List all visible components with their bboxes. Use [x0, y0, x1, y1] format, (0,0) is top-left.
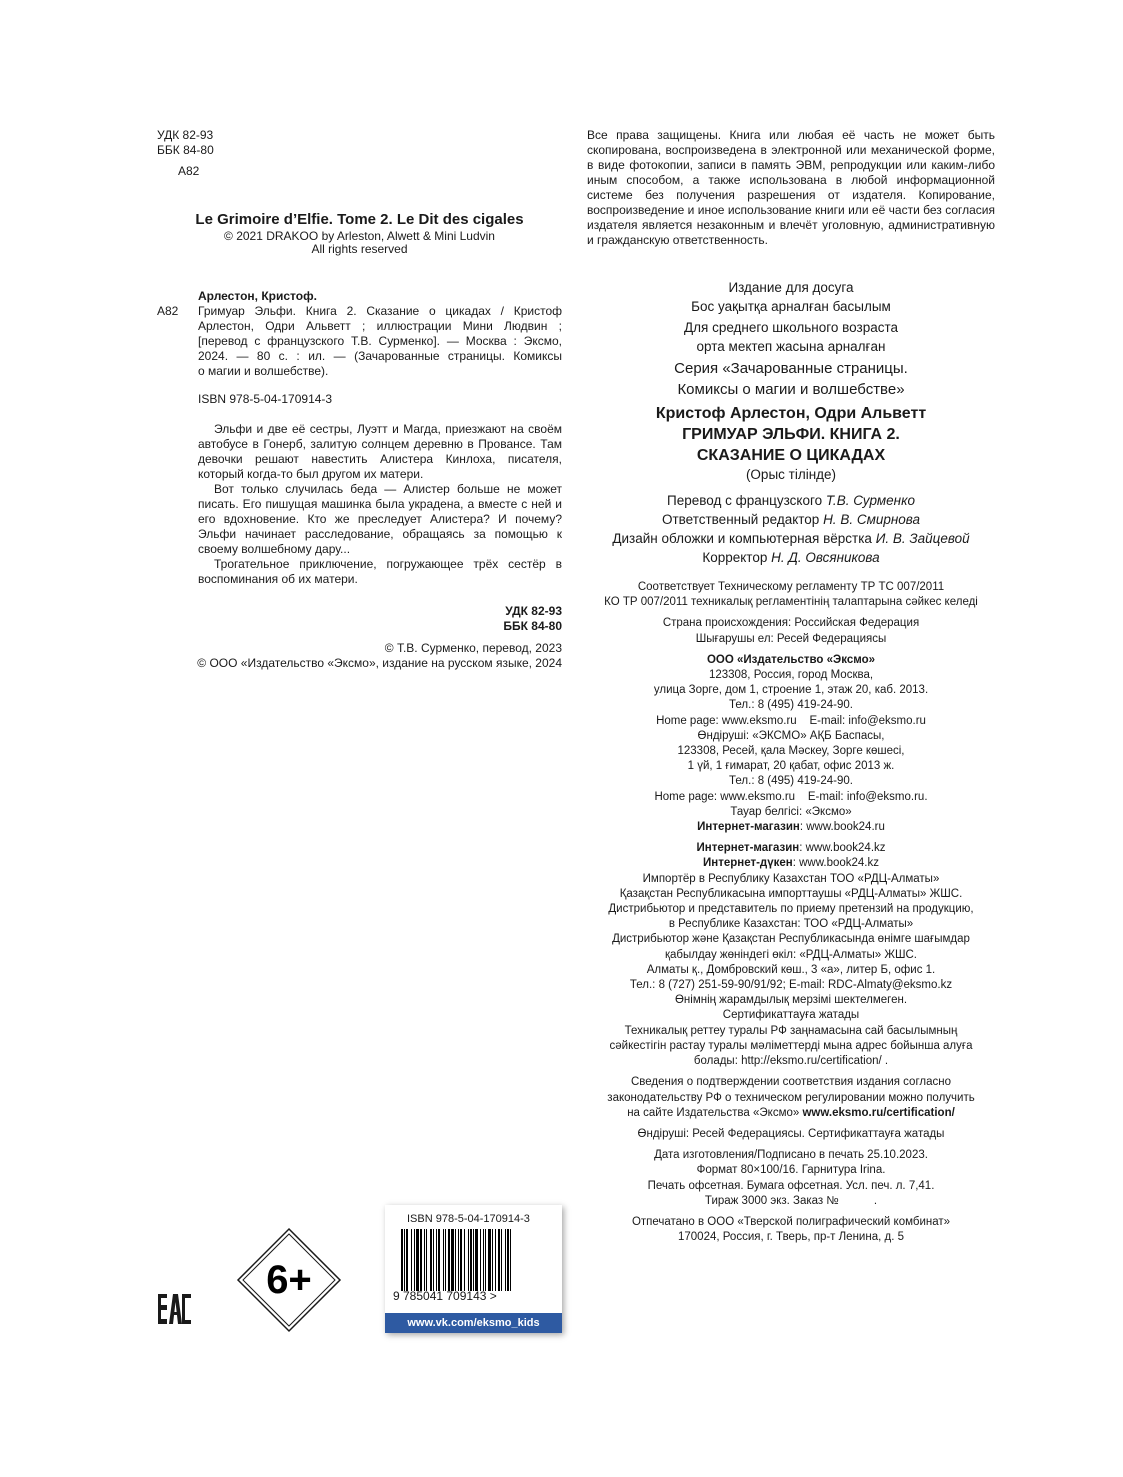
- edition-info: [587, 278, 995, 400]
- original-title: Le Grimoire d’Elfie. Tome 2. Le Dit des cigales: [195, 211, 524, 228]
- bbk-code: ББК 84-80: [157, 143, 214, 157]
- publisher-line: Өндіруші: «ЭКСМО» АҚБ Баспасы,: [697, 729, 885, 742]
- imprint: [570, 580, 1012, 1245]
- regulation-ru: Соответствует Техническому регламенту ТР ТС 007/2011: [637, 581, 945, 593]
- age-rating-label: 6+: [266, 1258, 312, 1302]
- print-info-line: Формат 80×100/16. Гарнитура Irina.: [696, 1164, 886, 1177]
- importer-line: Өнімнің жарамдылық мерзімі шектелмеген.: [674, 994, 908, 1007]
- original-edition: [157, 210, 562, 256]
- publisher-line: Тел.: 8 (495) 419-24-90.: [729, 699, 853, 712]
- importer-line: Тел.: 8 (727) 251-59-90/91/92; E-mail: RDC-Almaty@eksmo.kz: [629, 979, 953, 992]
- shop-kz-2: Интернет-дүкен: www.book24.kz: [702, 857, 879, 870]
- confirmation-line-3: на сайте Издательства «Эксмо» www.eksmo.ru/certification/: [627, 1106, 955, 1119]
- bbk-code-bold: ББК 84-80: [503, 619, 562, 633]
- annotation: [198, 422, 562, 587]
- publisher-line: улица Зорге, дом 1, строение 1, этаж 20, каб. 2013.: [653, 684, 929, 697]
- importer-line: Дистрибьютор және Қазақстан Республикасында өнімге шағымдар: [612, 933, 970, 946]
- confirmation-line-1: Сведения о подтверждении соответствия издания согласно: [631, 1076, 951, 1089]
- catalog-line: Гримуар Эльфи. Книга 2. Сказание о цикадах / Кристоф: [198, 304, 562, 318]
- series-line-1: Серия «Зачарованные страницы.: [674, 360, 908, 377]
- book-title-line-1: ГРИМУАР ЭЛЬФИ. КНИГА 2.: [682, 426, 900, 443]
- annotation-paragraph-3: Трогательное приключение, погружающее трёх сестёр в воспоминания об их матери.: [198, 557, 562, 586]
- catalog-description: [198, 304, 562, 379]
- shop-ru: Интернет-магазин: www.book24.ru: [697, 821, 885, 834]
- importer-line: Дистрибьютор и представитель по приему претензий на продукцию,: [608, 903, 974, 916]
- catalog-mark: А82: [157, 304, 179, 318]
- print-info-line: Дата изготовления/Подписано в печать 25.10.2023.: [654, 1149, 928, 1162]
- udk-code-bold: УДК 82-93: [505, 604, 562, 618]
- credits: [570, 491, 1012, 567]
- confirmation-line-2: законодательству РФ о техническом регулировании можно получить: [607, 1091, 975, 1104]
- vk-link[interactable]: www.vk.com/eksmo_kids: [385, 1313, 562, 1333]
- credit-translator: Перевод с французского Т.В. Сурменко: [667, 493, 915, 508]
- rights-notice: Все права защищены. Книга или любая её часть не может быть скопирована, воспроизведена в электронной или механической форме, в виде фотокопии, записи в память ЭВМ, репродукции или каким-либо иным способом, а также использована в любой информационной системе без получения разрешения от издателя. Копирование, воспроизведение и иное использование книги или её части без согласия издателя является незаконным и влечёт уголовную, административную и гражданскую ответственность.: [587, 128, 995, 247]
- origin-ru: Страна происхождения: Российская Федерация: [662, 617, 920, 630]
- author-mark: А82: [178, 164, 200, 178]
- publisher-line: Home page: www.eksmo.ru E-mail: info@eksmo.ru.: [654, 790, 928, 803]
- catalog-author: Арлестон, Кристоф.: [198, 289, 317, 303]
- udk-code: УДК 82-93: [157, 128, 214, 142]
- printed-at-line: 170024, Россия, г. Тверь, пр-т Ленина, д. 5: [678, 1231, 904, 1244]
- importer-line: Техникалық реттеу туралы РФ заңнамасына сай басылымның: [624, 1024, 958, 1037]
- catalog-line: Арлестон, Одри Альветт ; иллюстрации Мини Людвин ;: [198, 319, 562, 333]
- original-rights: All rights reserved: [311, 242, 408, 256]
- edition-copyright: © ООО «Издательство «Эксмо», издание на русском языке, 2024: [197, 656, 562, 670]
- age-kz: орта мектеп жасына арналған: [696, 339, 886, 354]
- age-rating-badge: [236, 1227, 342, 1333]
- producer-note: Өндіруші: Ресей Федерациясы. Сертификаттауға жатады: [637, 1127, 945, 1140]
- title-block: [587, 403, 995, 483]
- importer-line: Алматы қ., Домбровский көш., 3 «а», литер Б, офис 1.: [646, 963, 936, 976]
- shop-kz: Интернет-магазин: www.book24.kz: [696, 842, 886, 855]
- series-line-2: Комиксы о магии и волшебстве»: [677, 381, 905, 398]
- importer-line: сәйкестігін растау туралы мәліметтерді мына адрес бойынша алуға: [609, 1039, 973, 1052]
- original-copyright: © 2021 DRAKOO by Arleston, Alwett & Mini Ludvin: [224, 229, 495, 243]
- importer-line: Қазақстан Республикасына импорттаушы «РДЦ-Алматы» ЖШС.: [619, 887, 963, 900]
- barcode-digits: 9 785041 709143 >: [393, 1289, 497, 1303]
- importer-line: Импортёр в Республику Казахстан ТОО «РДЦ-Алматы»: [642, 872, 940, 885]
- importer-line: в Республике Казахстан: ТОО «РДЦ-Алматы»: [668, 918, 914, 931]
- publisher-line: 1 үй, 1 ғимарат, 20 қабат, офис 2013 ж.: [687, 760, 895, 773]
- age-ru: Для среднего школьного возраста: [683, 320, 898, 335]
- annotation-paragraph-2: Вот только случилась беда — Алистер больше не может писать. Его пишущая машинка была украдена, а вместе с ней и его вдохновение. Кто же преследует Алистера? И почему? Эльфи начинает расследование, обращаясь за помощью к своему волшебному дару...: [198, 482, 562, 556]
- importer-line: қабылдау жөніндегі өкіл: «РДЦ-Алматы» ЖШС.: [664, 948, 918, 961]
- catalog-line: [перевод с французского Т.В. Сурменко]. — Москва : Эксмо,: [198, 334, 562, 348]
- publisher-name: ООО «Издательство «Эксмо»: [706, 653, 876, 666]
- printed-at-line: Отпечатано в ООО «Тверской полиграфический комбинат»: [631, 1215, 951, 1228]
- book-authors: Кристоф Арлестон, Одри Альветт: [655, 405, 927, 422]
- publisher-line: 123308, Ресей, қала Мәскеу, Зорге көшесі,: [677, 745, 905, 758]
- catalog-line: о магии и волшебстве).: [198, 364, 329, 378]
- importer-line: болады: http://eksmo.ru/certification/ .: [693, 1055, 889, 1068]
- catalog-line: 2024. — 80 с. : ил. — (Зачарованные страницы. Комиксы: [198, 349, 562, 363]
- barcode-icon: [401, 1229, 546, 1291]
- publisher-line: Home page: www.eksmo.ru E-mail: info@eksmo.ru: [656, 714, 926, 727]
- catalog-isbn: ISBN 978-5-04-170914-3: [198, 392, 333, 406]
- credit-editor: Ответственный редактор Н. В. Смирнова: [661, 512, 921, 527]
- leisure-ru: Издание для досуга: [728, 280, 854, 295]
- publisher-line: 123308, Россия, город Москва,: [708, 669, 874, 682]
- print-info-line: Тираж 3000 экз. Заказ № .: [704, 1194, 878, 1207]
- eac-mark-icon: [157, 1292, 191, 1326]
- barcode-isbn: ISBN 978-5-04-170914-3: [407, 1213, 530, 1225]
- credit-proofreader: Корректор Н. Д. Овсяникова: [702, 550, 880, 565]
- book-title-line-2: СКАЗАНИЕ О ЦИКАДАХ: [696, 447, 886, 464]
- regulation-kz: КО ТР 007/2011 техникалық регламентінің талаптарына сәйкес келеді: [604, 596, 978, 609]
- print-info-line: Печать офсетная. Бумага офсетная. Усл. печ. л. 7,41.: [647, 1179, 935, 1192]
- publisher-line: Тел.: 8 (495) 419-24-90.: [729, 775, 853, 788]
- translation-copyright: © Т.В. Сурменко, перевод, 2023: [384, 641, 562, 655]
- annotation-paragraph-1: Эльфи и две её сестры, Луэтт и Магда, приезжают на своём автобусе в Гонерб, залитую солнцем деревню в Провансе. Там девочки решают навестить Алистера Кинлоха, писателя, который когда-то был другом их матери.: [198, 422, 562, 481]
- book-language: (Орыс тілінде): [745, 467, 837, 482]
- leisure-kz: Бос уақытқа арналған басылым: [691, 299, 891, 314]
- origin-kz: Шығарушы ел: Ресей Федерациясы: [695, 632, 887, 645]
- importer-line: Сертификаттауға жатады: [722, 1009, 860, 1022]
- credit-designer: Дизайн обложки и компьютерная вёрстка И. В. Зайцевой: [612, 531, 970, 546]
- publisher-line: Тауар белгісі: «Эксмо»: [730, 805, 852, 818]
